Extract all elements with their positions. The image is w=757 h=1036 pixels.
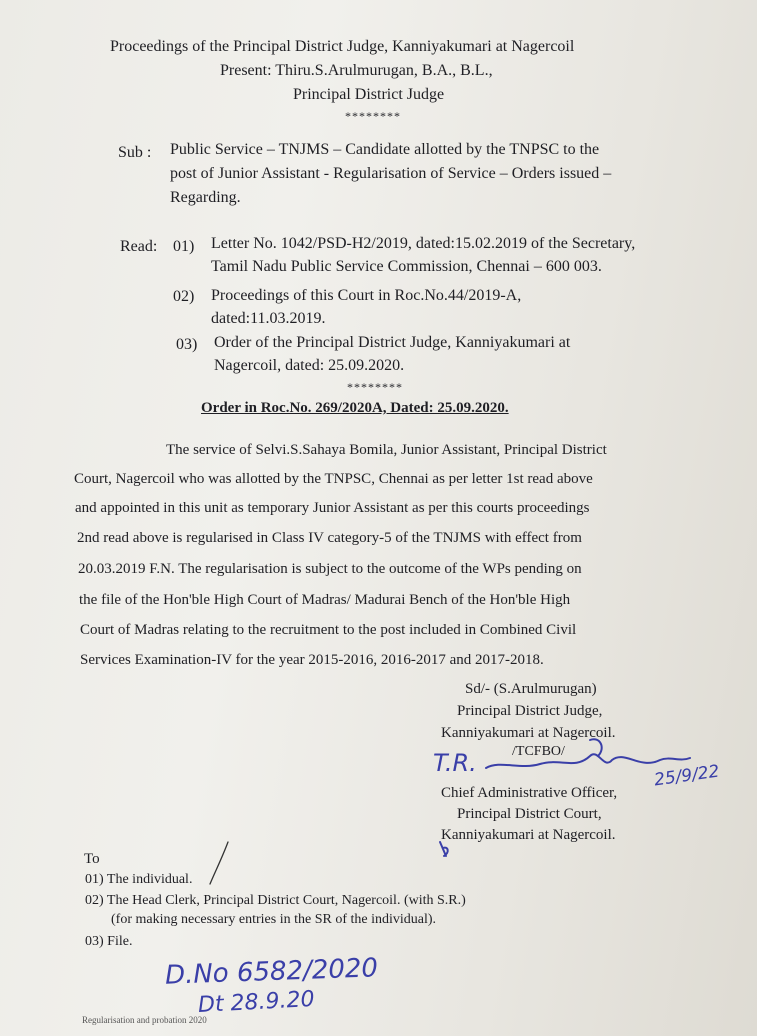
signature-line-5: Chief Administrative Officer,	[441, 785, 618, 801]
signature-line-3: Kanniyakumari at Nagercoil.	[441, 725, 616, 741]
header-line-2: Present: Thiru.S.Arulmurugan, B.A., B.L.,	[220, 62, 493, 79]
read-item-3-line-1: Order of the Principal District Judge, Kanniyakumari at	[214, 334, 571, 351]
order-line-6: the file of the Hon'ble High Court of Madras/ Madurai Bench of the Hon'ble High	[79, 592, 571, 608]
read-item-2-num: 02)	[173, 288, 195, 305]
read-item-1-line-2: Tamil Nadu Public Service Commission, Chennai – 600 003.	[211, 258, 602, 275]
read-item-3-num: 03)	[176, 336, 198, 353]
read-item-2-line-2: dated:11.03.2019.	[211, 310, 326, 327]
order-line-7: Court of Madras relating to the recruitment to the post included in Combined Civil	[80, 622, 577, 638]
handwritten-dated: Dt 28.9.20	[197, 986, 316, 1019]
signature-line-6: Principal District Court,	[457, 806, 602, 822]
order-title: Order in Roc.No. 269/2020A, Dated: 25.09.2020.	[201, 400, 509, 416]
order-line-8: Services Examination-IV for the year 2015-2016, 2016-2017 and 2017-2018.	[80, 652, 544, 668]
order-line-4: 2nd read above is regularised in Class IV category-5 of the TNJMS with effect from	[77, 530, 582, 546]
handwritten-initials: T.R.	[433, 749, 477, 777]
read-label: Read:	[120, 238, 158, 255]
to-line-1: 01) The individual.	[85, 872, 193, 887]
read-stars: ********	[347, 380, 403, 394]
to-line-4: 03) File.	[85, 934, 133, 949]
read-item-3-line-2: Nagercoil, dated: 25.09.2020.	[214, 357, 405, 374]
to-line-3: (for making necessary entries in the SR of the individual).	[111, 912, 437, 927]
order-line-1: The service of Selvi.S.Sahaya Bomila, Junior Assistant, Principal District	[166, 442, 607, 458]
subject-line-2: post of Junior Assistant - Regularisation of Service – Orders issued –	[170, 165, 612, 182]
handwritten-reference: D.No 6582/2020	[164, 953, 379, 991]
signature-line-2: Principal District Judge,	[457, 703, 603, 719]
header-line-1: Proceedings of the Principal District Judge, Kanniyakumari at Nagercoil	[110, 38, 575, 55]
to-label: To	[84, 851, 100, 867]
order-line-3: and appointed in this unit as temporary Junior Assistant as per this courts proceedings	[75, 500, 590, 516]
to-line-2: 02) The Head Clerk, Principal District Court, Nagercoil. (with S.R.)	[85, 893, 466, 908]
subject-line-1: Public Service – TNJMS – Candidate allotted by the TNPSC to the	[170, 141, 600, 158]
order-line-2: Court, Nagercoil who was allotted by the TNPSC, Chennai as per letter 1st read above	[74, 471, 593, 487]
read-item-1-num: 01)	[173, 238, 195, 255]
subject-line-3: Regarding.	[170, 189, 241, 206]
header-line-3: Principal District Judge	[293, 86, 445, 103]
signature-line-1: Sd/- (S.Arulmurugan)	[465, 681, 597, 697]
footer-text: Regularisation and probation 2020	[82, 1015, 207, 1025]
read-item-2-line-1: Proceedings of this Court in Roc.No.44/2019-A,	[211, 287, 522, 304]
order-line-5: 20.03.2019 F.N. The regularisation is subject to the outcome of the WPs pending on	[78, 561, 582, 577]
signature-line-4: /TCFBO/	[512, 744, 565, 759]
read-item-1-line-1: Letter No. 1042/PSD-H2/2019, dated:15.02.2019 of the Secretary,	[211, 235, 636, 252]
subject-label: Sub :	[118, 144, 152, 161]
header-stars: ********	[345, 109, 401, 123]
signature-line-7: Kanniyakumari at Nagercoil.	[441, 827, 616, 843]
handwritten-date: 25/9/22	[652, 761, 721, 791]
